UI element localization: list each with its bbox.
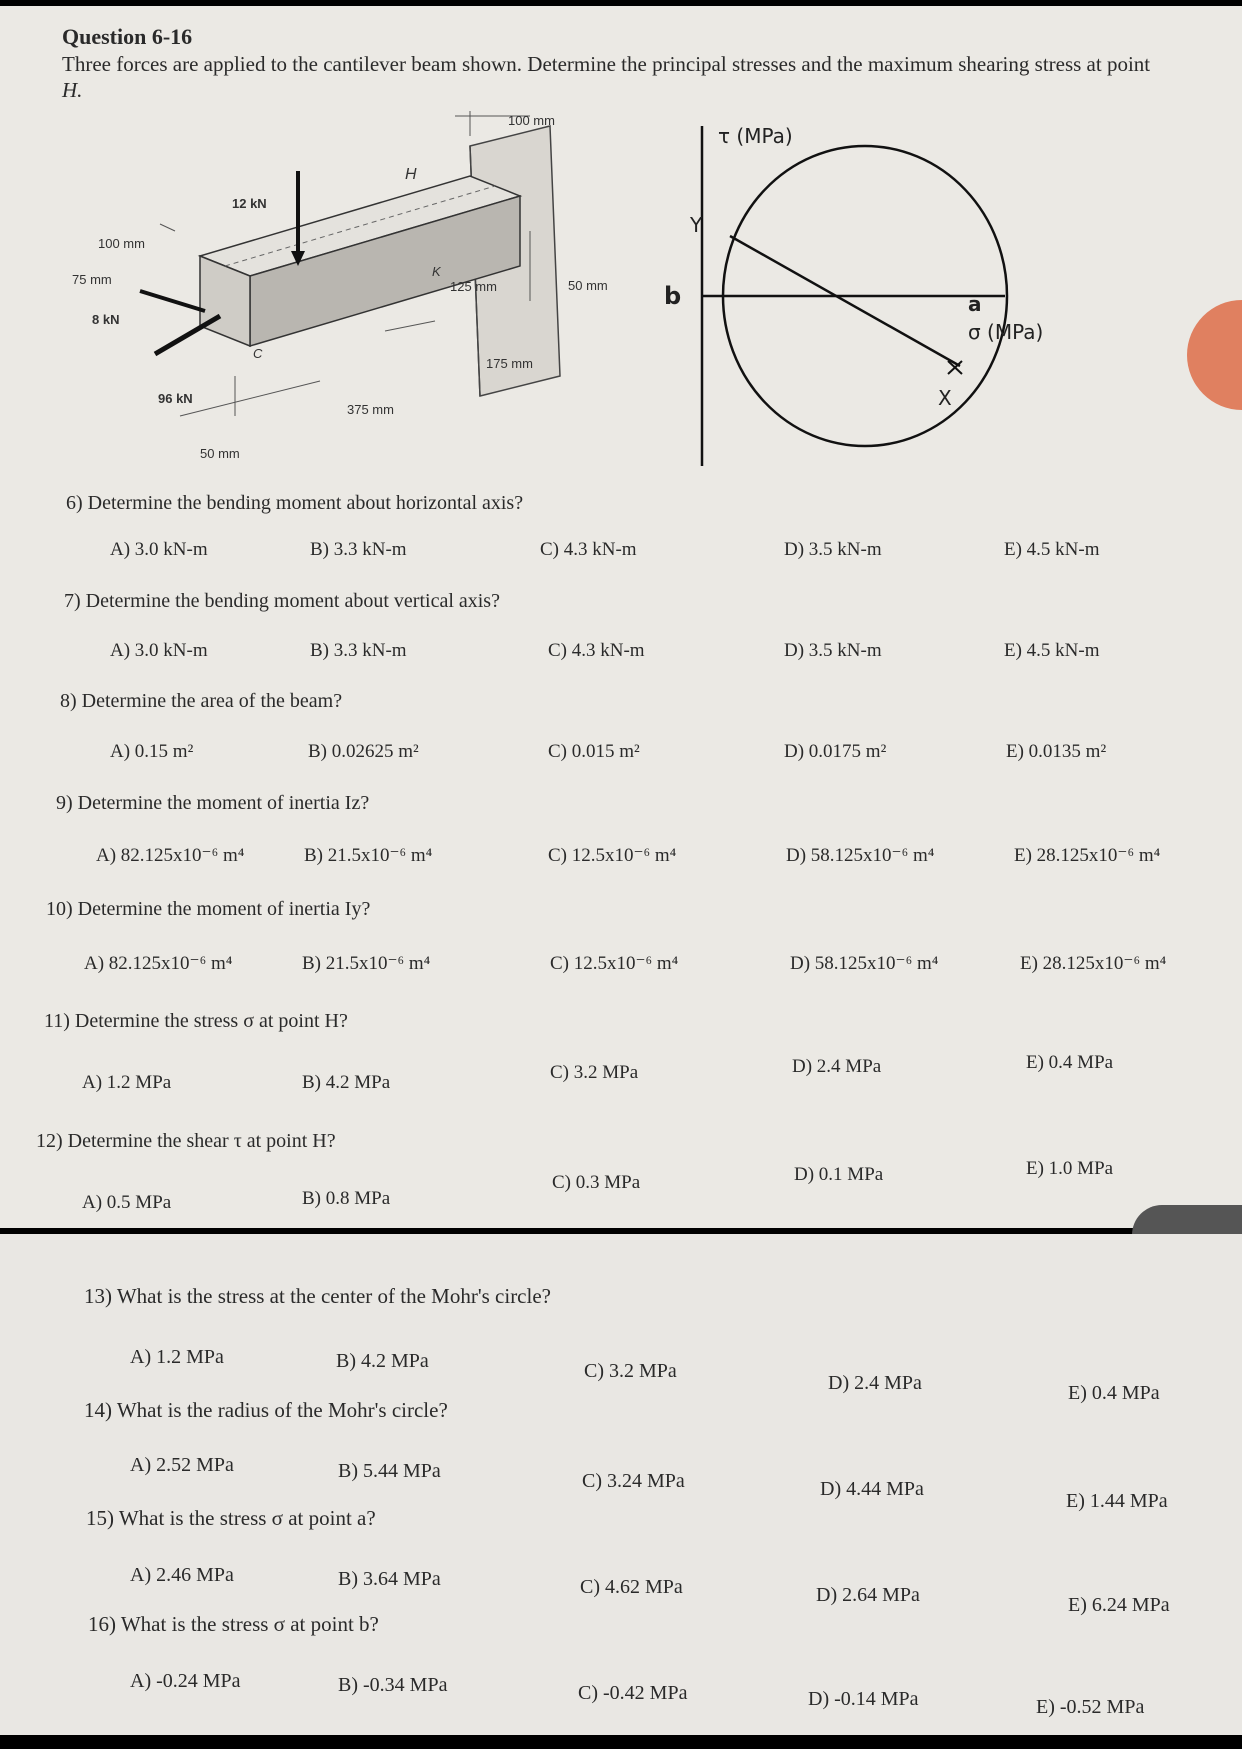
q14-option-b[interactable]: B) 5.44 MPa (338, 1460, 441, 1482)
q14-option-e[interactable]: E) 1.44 MPa (1066, 1490, 1168, 1512)
intro-text-line2: H. (62, 78, 83, 102)
question-title: Question 6-16 (62, 24, 193, 49)
dim-50mm-bottom-label: 50 mm (200, 446, 240, 461)
sigma-axis-label: σ (MPa) (968, 320, 1044, 344)
q15-option-b[interactable]: B) 3.64 MPa (338, 1568, 441, 1590)
q13-option-d[interactable]: D) 2.4 MPa (828, 1372, 922, 1394)
question-14-text: 14) What is the radius of the Mohr's circle? (84, 1398, 448, 1422)
q10-option-c[interactable]: C) 12.5x10⁻⁶ m⁴ (550, 953, 679, 974)
question-6-text: 6) Determine the bending moment about horizontal axis? (66, 492, 524, 514)
q16-option-c[interactable]: C) -0.42 MPa (578, 1682, 688, 1704)
q7-option-a[interactable]: A) 3.0 kN-m (110, 640, 208, 661)
tau-axis-label: τ (MPa) (718, 124, 793, 148)
q10-option-e[interactable]: E) 28.125x10⁻⁶ m⁴ (1020, 953, 1167, 974)
q14-option-a[interactable]: A) 2.52 MPa (130, 1454, 234, 1476)
q9-option-e[interactable]: E) 28.125x10⁻⁶ m⁴ (1014, 845, 1161, 866)
q16-option-d[interactable]: D) -0.14 MPa (808, 1688, 919, 1710)
dim-175mm-label: 175 mm (486, 356, 533, 371)
q12-option-a[interactable]: A) 0.5 MPa (82, 1192, 172, 1213)
q11-option-d[interactable]: D) 2.4 MPa (792, 1056, 882, 1077)
intro-text-line1: Three forces are applied to the cantilever beam shown. Determine the principal stresses and the maximum shearing stress at point (62, 52, 1151, 76)
q15-option-a[interactable]: A) 2.46 MPa (130, 1564, 234, 1586)
q8-option-b[interactable]: B) 0.02625 m² (308, 741, 419, 762)
q13-option-a[interactable]: A) 1.2 MPa (130, 1346, 224, 1368)
q11-option-b[interactable]: B) 4.2 MPa (302, 1072, 391, 1093)
dim-75mm-label: 75 mm (72, 272, 112, 287)
dim-top-100mm: 100 mm (508, 113, 555, 128)
q6-option-c[interactable]: C) 4.3 kN-m (540, 539, 637, 560)
dim-375mm-label: 375 mm (347, 402, 394, 417)
screen-overlay-tab (1132, 1205, 1242, 1235)
q6-option-d[interactable]: D) 3.5 kN-m (784, 539, 882, 560)
question-7-text: 7) Determine the bending moment about vertical axis? (64, 590, 500, 612)
q15-option-c[interactable]: C) 4.62 MPa (580, 1576, 683, 1598)
force-96kn-arrow (155, 316, 220, 354)
q7-option-b[interactable]: B) 3.3 kN-m (310, 640, 407, 661)
q14-option-d[interactable]: D) 4.44 MPa (820, 1478, 924, 1500)
q12-option-b[interactable]: B) 0.8 MPa (302, 1188, 391, 1209)
q7-option-d[interactable]: D) 3.5 kN-m (784, 640, 882, 661)
dim-100mm-label: 100 mm (98, 236, 145, 251)
q16-option-b[interactable]: B) -0.34 MPa (338, 1674, 448, 1696)
q14-option-c[interactable]: C) 3.24 MPa (582, 1470, 685, 1492)
q9-option-b[interactable]: B) 21.5x10⁻⁶ m⁴ (304, 845, 433, 866)
dim-125mm-label: 125 mm (450, 279, 497, 294)
q10-option-d[interactable]: D) 58.125x10⁻⁶ m⁴ (790, 953, 939, 974)
question-9-text: 9) Determine the moment of inertia Iz? (56, 792, 370, 814)
q12-option-e[interactable]: E) 1.0 MPa (1026, 1158, 1114, 1179)
q6-option-b[interactable]: B) 3.3 kN-m (310, 539, 407, 560)
q8-option-d[interactable]: D) 0.0175 m² (784, 741, 887, 762)
q16-option-e[interactable]: E) -0.52 MPa (1036, 1696, 1145, 1718)
question-12-text: 12) Determine the shear τ at point H? (36, 1130, 336, 1152)
q6-option-e[interactable]: E) 4.5 kN-m (1004, 539, 1100, 560)
q7-option-e[interactable]: E) 4.5 kN-m (1004, 640, 1100, 661)
dim-50mm-label: 50 mm (568, 278, 608, 293)
q8-option-c[interactable]: C) 0.015 m² (548, 741, 640, 762)
question-15-text: 15) What is the stress σ at point a? (86, 1506, 376, 1530)
question-8-text: 8) Determine the area of the beam? (60, 690, 343, 712)
q7-option-c[interactable]: C) 4.3 kN-m (548, 640, 645, 661)
q13-option-c[interactable]: C) 3.2 MPa (584, 1360, 677, 1382)
point-x-label: X (938, 386, 952, 410)
q11-option-e[interactable]: E) 0.4 MPa (1026, 1052, 1114, 1073)
question-10-text: 10) Determine the moment of inertia Iy? (46, 898, 371, 920)
force-96kn-label: 96 kN (158, 391, 193, 406)
point-h-label: H (405, 166, 417, 183)
point-y-label: Y (690, 213, 703, 237)
q10-option-a[interactable]: A) 82.125x10⁻⁶ m⁴ (84, 953, 233, 974)
q10-option-b[interactable]: B) 21.5x10⁻⁶ m⁴ (302, 953, 431, 974)
q8-option-a[interactable]: A) 0.15 m² (110, 741, 194, 762)
question-16-text: 16) What is the stress σ at point b? (88, 1612, 379, 1636)
worksheet-page-2 (0, 1234, 1242, 1735)
q9-option-d[interactable]: D) 58.125x10⁻⁶ m⁴ (786, 845, 935, 866)
question-11-text: 11) Determine the stress σ at point H? (44, 1010, 348, 1032)
q11-option-a[interactable]: A) 1.2 MPa (82, 1072, 172, 1093)
point-k-label: K (432, 264, 441, 279)
q9-option-c[interactable]: C) 12.5x10⁻⁶ m⁴ (548, 845, 677, 866)
question-13-text: 13) What is the stress at the center of the Mohr's circle? (84, 1284, 551, 1308)
force-8kn-label: 8 kN (92, 312, 120, 327)
q9-option-a[interactable]: A) 82.125x10⁻⁶ m⁴ (96, 845, 245, 866)
q8-option-e[interactable]: E) 0.0135 m² (1006, 741, 1107, 762)
q16-option-a[interactable]: A) -0.24 MPa (130, 1670, 241, 1692)
mohr-diameter (730, 236, 960, 366)
force-8kn-arrow (140, 291, 205, 311)
q15-option-d[interactable]: D) 2.64 MPa (816, 1584, 920, 1606)
point-c-label: C (253, 346, 263, 361)
worksheet-page-1 (0, 6, 1242, 1228)
point-b-label: b (664, 282, 682, 310)
q13-option-e[interactable]: E) 0.4 MPa (1068, 1382, 1160, 1404)
q11-option-c[interactable]: C) 3.2 MPa (550, 1062, 639, 1083)
point-a-label: a (968, 292, 982, 316)
q15-option-e[interactable]: E) 6.24 MPa (1068, 1594, 1170, 1616)
q13-option-b[interactable]: B) 4.2 MPa (336, 1350, 429, 1372)
q6-option-a[interactable]: A) 3.0 kN-m (110, 539, 208, 560)
force-12kn-label: 12 kN (232, 196, 267, 211)
mohr-circle-sketch (690, 106, 1110, 466)
q12-option-d[interactable]: D) 0.1 MPa (794, 1164, 884, 1185)
q12-option-c[interactable]: C) 0.3 MPa (552, 1172, 641, 1193)
